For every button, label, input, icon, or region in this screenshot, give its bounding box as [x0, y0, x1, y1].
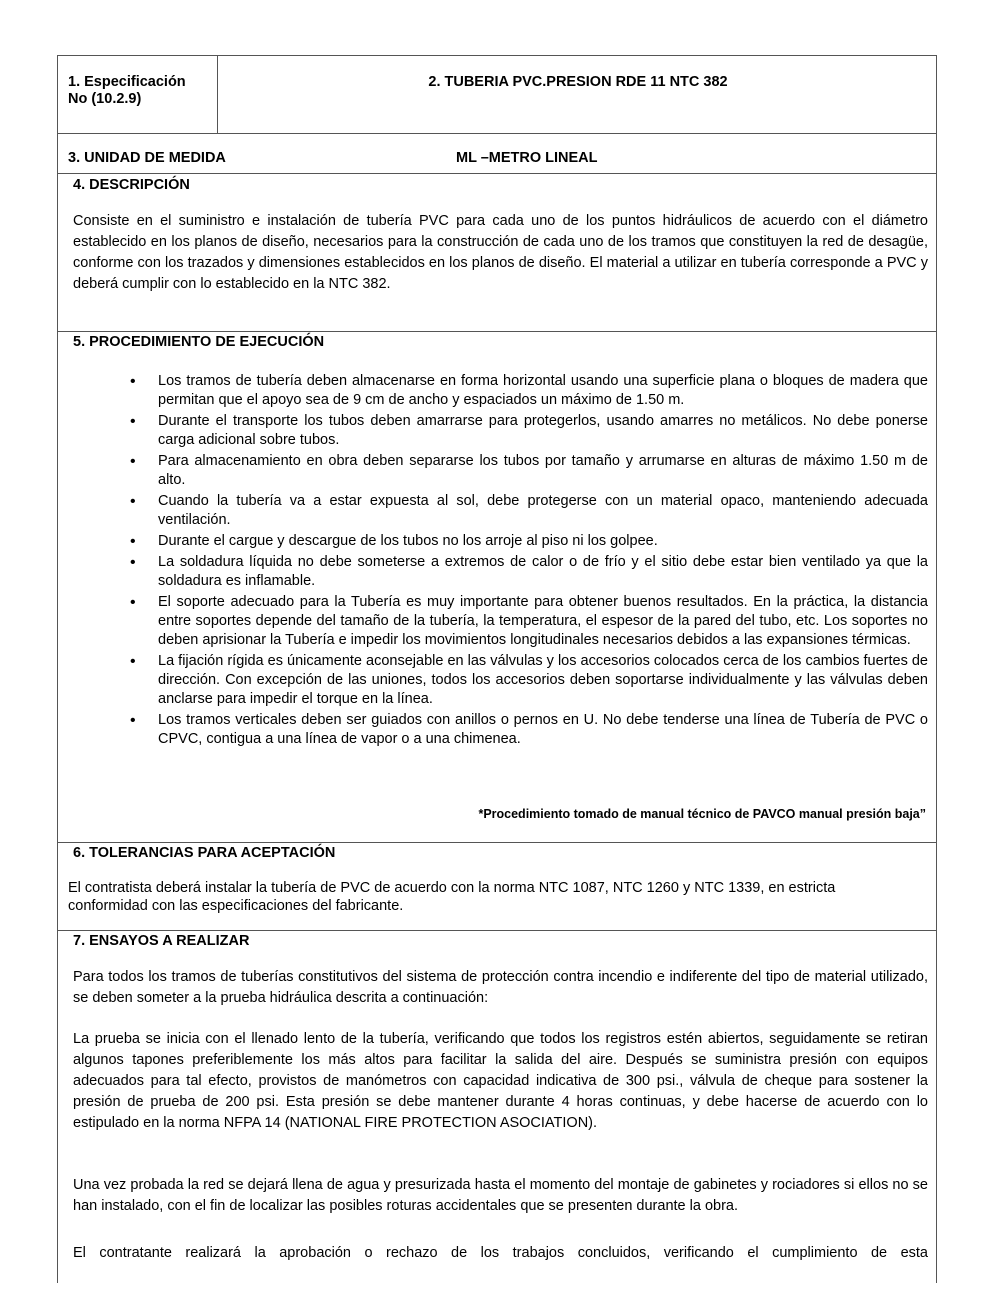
procedure-heading: 5. PROCEDIMIENTO DE EJECUCIÓN — [73, 334, 325, 350]
description-heading: 4. DESCRIPCIÓN — [73, 177, 190, 193]
procedure-note: *Procedimiento tomado de manual técnico de PAVCO manual presión baja” — [478, 807, 926, 821]
unit-value: ML –METRO LINEAL — [456, 150, 598, 166]
tests-heading: 7. ENSAYOS A REALIZAR — [73, 933, 250, 949]
row-divider — [58, 930, 936, 931]
tests-paragraph: Una vez probada la red se dejará llena de agua y presurizada hasta el momento del montaje de gabinetes y rociadores si ellos no se han instalado, con el fin de localizar las posibles roturas accidentales que se presenten durante la obra. — [73, 1177, 928, 1214]
list-item: • Cuando la tubería va a estar expuesta al sol, debe protegerse con un material opaco, manteniendo adecuada ventilación. — [158, 492, 928, 530]
spec-number: No (10.2.9) — [68, 91, 142, 107]
tests-paragraph: Para todos los tramos de tuberías constitutivos del sistema de protección contra incendio e indiferente del tipo de material utilizado, se deben someter a la prueba hidráulica descrita a continuación: — [73, 969, 928, 1006]
procedure-list — [158, 372, 928, 749]
row-divider — [58, 133, 936, 134]
list-item: • Durante el transporte los tubos deben amarrarse para protegerlos, usando amarres no metálicos. No debe ponerse carga adicional sobre tubos. — [158, 412, 928, 450]
tolerances-heading: 6. TOLERANCIAS PARA ACEPTACIÓN — [73, 845, 336, 861]
specification-sheet — [57, 55, 937, 1283]
unit-label: 3. UNIDAD DE MEDIDA — [68, 150, 226, 166]
tests-paragraph: La prueba se inicia con el llenado lento de la tubería, verificando que todos los registros estén abiertos, seguidamente se retiran algunos tapones preferiblemente los más altos para facilitar la salida del aire. Después se suministra presión con equipos adecuados para tal efecto, provistos de manómetros con capacidad indicativa de 300 psi., válvula de cheque para sostener la presión de prueba de 200 psi. Esta presión se debe mantener durante 4 horas continuas, y debe hacerse de acuerdo con lo estipulado en la norma NFPA 14 (NATIONAL FIRE PROTECTION ASOCIATION). — [73, 1031, 928, 1131]
header-divider — [217, 56, 218, 133]
document-title: 2. TUBERIA PVC.PRESION RDE 11 NTC 382 — [428, 74, 728, 90]
list-item: • La soldadura líquida no debe someterse a extremos de calor o de frío y el sitio debe estar bien ventilado ya que la soldadura es inflamable. — [158, 553, 928, 591]
list-item: • El soporte adecuado para la Tubería es muy importante para obtener buenos resultados. En la práctica, la distancia entre soportes depende del tamaño de la tubería, la temperatura, el espesor de la pared del tubo, etc. Los soportes no deben aprisionar la Tubería e impedir los movimientos longitudinales necesarios debidos a las expansiones térmicas. — [158, 593, 928, 650]
row-divider — [58, 173, 936, 174]
description-text: Consiste en el suministro e instalación de tubería PVC para cada uno de los puntos hidráulicos de acuerdo con el diámetro establecido en los planos de diseño, necesarios para la construcción de cada uno de los tramos que constituyen la red de desagüe, conforme con los trazados y dimensiones establecidos en los planos de diseño. El material a utilizar en tubería corresponde a PVC y deberá cumplir con lo establecido en la NTC 382. — [73, 213, 928, 292]
tests-paragraph: El contratante realizará la aprobación o rechazo de los trabajos concluidos, verificando el cumplimiento de esta — [73, 1245, 928, 1261]
row-divider — [58, 331, 936, 332]
list-item: • Para almacenamiento en obra deben separarse los tubos por tamaño y arrumarse en alturas de máximo 1.50 m de alto. — [158, 452, 928, 490]
list-item: • Los tramos verticales deben ser guiados con anillos o pernos en U. No debe tenderse una línea de Tubería de PVC o CPVC, contigua a una línea de vapor o a una chimenea. — [158, 711, 928, 749]
spec-label — [68, 74, 186, 108]
tolerances-text: El contratista deberá instalar la tubería de PVC de acuerdo con la norma NTC 1087, NTC 1260 y NTC 1339, en estricta conformidad con las especificaciones del fabricante. — [68, 880, 836, 914]
row-divider — [58, 842, 936, 843]
list-item: • Durante el cargue y descargue de los tubos no los arroje al piso ni los golpee. — [158, 532, 928, 551]
list-item: • La fijación rígida es únicamente aconsejable en las válvulas y los accesorios colocados cerca de los cambios fuertes de dirección. Con excepción de las uniones, todos los accesorios deben soportarse individualmente y las válvulas deben anclarse para impedir el torque en la línea. — [158, 652, 928, 709]
spec-label-text: 1. Especificación — [68, 74, 186, 90]
list-item: • Los tramos de tubería deben almacenarse en forma horizontal usando una superficie plana o bloques de madera que permitan que el apoyo sea de 9 cm de ancho y espaciados un máximo de 1.50 m. — [158, 372, 928, 410]
